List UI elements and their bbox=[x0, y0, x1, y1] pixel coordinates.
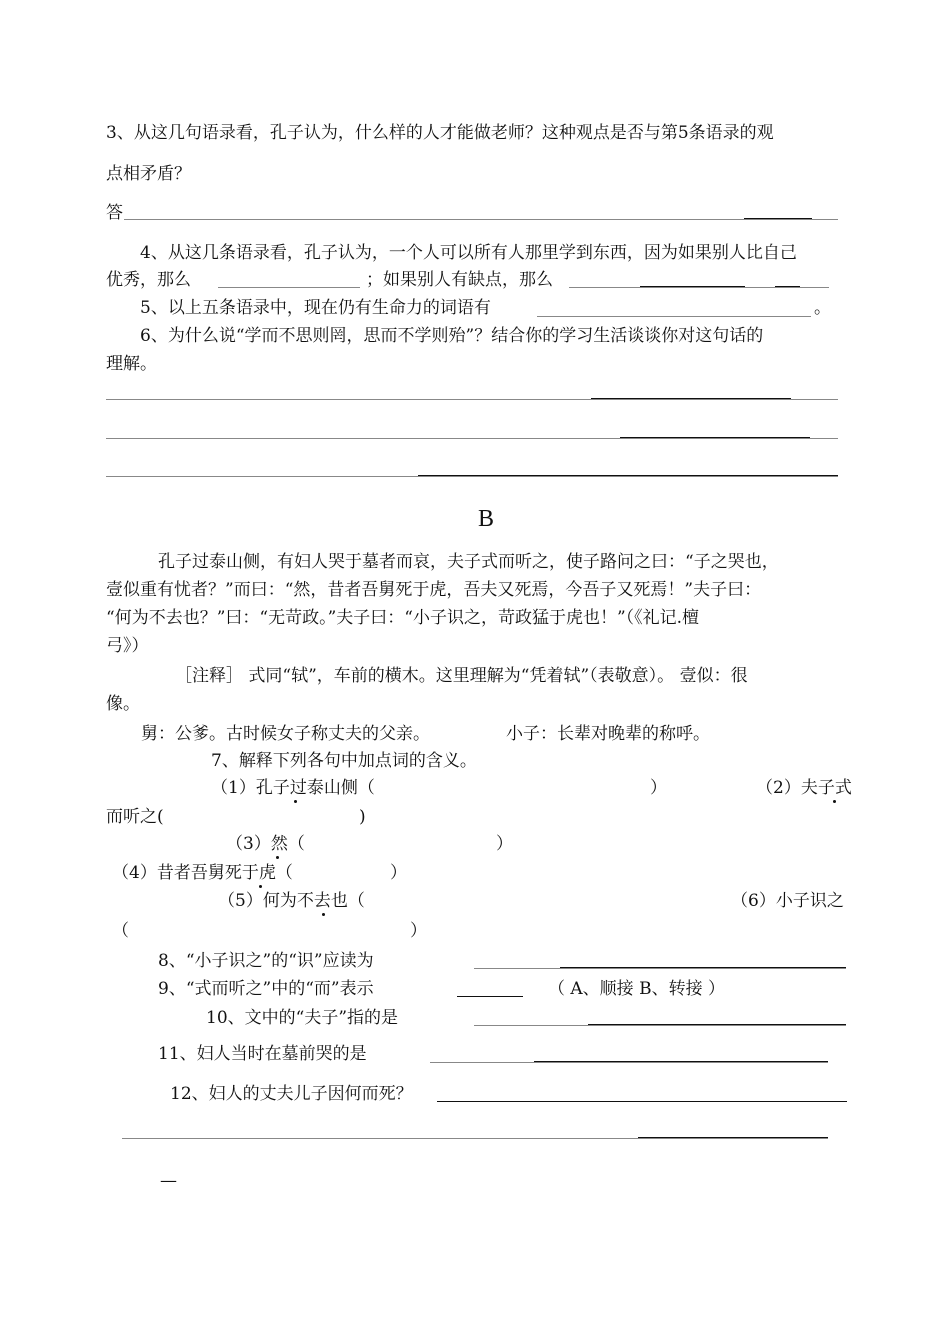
passage-line3: “何为不去也？”曰：“无苛政。”夫子曰：“小子识之，苛政猛于虎也！”（《礼记.檀 bbox=[106, 608, 700, 628]
note-line2: 像。 bbox=[106, 694, 140, 714]
answer-line-q6-3-segment bbox=[418, 475, 838, 476]
q10: 10、文中的“夫子”指的是 bbox=[206, 1008, 399, 1028]
q7-6-cont: （ bbox=[112, 921, 129, 941]
trailing-mark: — bbox=[160, 1171, 177, 1191]
passage-line2: 壹似重有忧者？”而曰：“然，昔者吾舅死于虎，吾夫又死焉，今吾子又死焉！”夫子曰： bbox=[106, 580, 762, 600]
q7-1-close: ） bbox=[650, 778, 667, 798]
q5-text: 5、以上五条语录中，现在仍有生命力的词语有 bbox=[140, 298, 491, 318]
note-line3a: 舅：公爹。古时候女子称丈夫的父亲。 bbox=[141, 724, 430, 744]
q7-2: （2）夫子式 bbox=[756, 778, 852, 798]
answer-field-q9[interactable] bbox=[457, 996, 523, 997]
answer-field-q8[interactable] bbox=[474, 968, 846, 969]
section-b-heading: B bbox=[478, 506, 495, 532]
answer-field-q10-segment bbox=[588, 1024, 846, 1025]
q9: 9、“式而听之”中的“而”表示 bbox=[158, 979, 374, 999]
answer-field-q8-segment bbox=[560, 967, 846, 968]
answer-field-q3[interactable] bbox=[124, 219, 838, 220]
emphasis-dot-yu bbox=[259, 885, 262, 888]
q5-end: 。 bbox=[814, 298, 831, 318]
q7-1: （1）孔子过泰山侧（ bbox=[211, 778, 375, 798]
q7-2-close: ) bbox=[359, 807, 366, 827]
answer-field-q4b-segment2 bbox=[775, 286, 800, 287]
q7-instruction: 7、解释下列各句中加点词的含义。 bbox=[211, 751, 477, 771]
q11: 11、妇人当时在墓前哭的是 bbox=[158, 1044, 367, 1064]
q7-6: （6）小子识之 bbox=[731, 891, 844, 911]
answer-field-q4b-segment bbox=[640, 286, 745, 287]
q9-options: （ A、顺接 B、转接 ） bbox=[548, 979, 725, 999]
q7-4: （4）昔者吾舅死于虎（ bbox=[112, 863, 293, 883]
q6-line2: 理解。 bbox=[106, 354, 157, 374]
q7-6-close: ） bbox=[410, 921, 427, 941]
note-line1: ［注释］ 式同“轼”，车前的横木。这里理解为“凭着轼”（表敬意）。 壹似：很 bbox=[175, 666, 748, 686]
passage-line1: 孔子过泰山侧，有妇人哭于墓者而哀，夫子式而听之，使子路问之曰：“子之哭也， bbox=[158, 552, 779, 572]
answer-field-q3-segment bbox=[744, 218, 812, 219]
emphasis-dot-ran bbox=[276, 856, 279, 859]
answer-field-q11[interactable] bbox=[430, 1062, 828, 1063]
emphasis-dot-guo bbox=[294, 800, 297, 803]
answer-label: 答 bbox=[106, 203, 123, 223]
answer-line-q6-2-segment bbox=[620, 437, 810, 438]
q12: 12、妇人的丈夫儿子因何而死？ bbox=[170, 1084, 413, 1104]
answer-line-q12-segment bbox=[638, 1137, 828, 1138]
q7-4-close: ） bbox=[390, 863, 407, 883]
answer-line-q6-3[interactable] bbox=[106, 476, 838, 477]
answer-field-q5[interactable] bbox=[537, 316, 811, 317]
answer-line-q6-2[interactable] bbox=[106, 438, 838, 439]
note-line3b: 小子：长辈对晚辈的称呼。 bbox=[506, 724, 710, 744]
q6-line1: 6、为什么说“学而不思则罔，思而不学则殆”？结合你的学习生活谈谈你对这句话的 bbox=[140, 326, 764, 346]
q8: 8、“小子识之”的“识”应读为 bbox=[158, 951, 374, 971]
answer-field-q4b[interactable] bbox=[569, 287, 829, 288]
q7-3-close: ） bbox=[496, 834, 513, 854]
q7-5: （5）何为不去也（ bbox=[218, 891, 365, 911]
answer-line-q6-1[interactable] bbox=[106, 399, 838, 400]
answer-field-q11-segment bbox=[534, 1061, 828, 1062]
answer-field-q12[interactable] bbox=[437, 1101, 847, 1102]
q4-part-b: ；如果别人有缺点，那么 bbox=[366, 270, 553, 290]
answer-field-q10[interactable] bbox=[474, 1025, 846, 1026]
q7-2-cont: 而听之( bbox=[106, 807, 164, 827]
emphasis-dot-shi bbox=[833, 800, 836, 803]
answer-line-q12[interactable] bbox=[122, 1138, 828, 1139]
passage-line4: 弓》） bbox=[106, 636, 149, 656]
answer-field-q4a[interactable] bbox=[218, 287, 360, 288]
q4-part-a: 优秀，那么 bbox=[106, 270, 191, 290]
q7-3: （3）然（ bbox=[226, 834, 305, 854]
q3-line2: 点相矛盾？ bbox=[106, 164, 191, 184]
emphasis-dot-qu bbox=[322, 913, 325, 916]
answer-line-q6-1-segment bbox=[591, 398, 791, 399]
q3-line1: 3、从这几句语录看，孔子认为，什么样的人才能做老师？这种观点是否与第5条语录的观 bbox=[106, 123, 774, 143]
q4-line1: 4、从这几条语录看，孔子认为，一个人可以所有人那里学到东西，因为如果别人比自己 bbox=[140, 243, 797, 263]
